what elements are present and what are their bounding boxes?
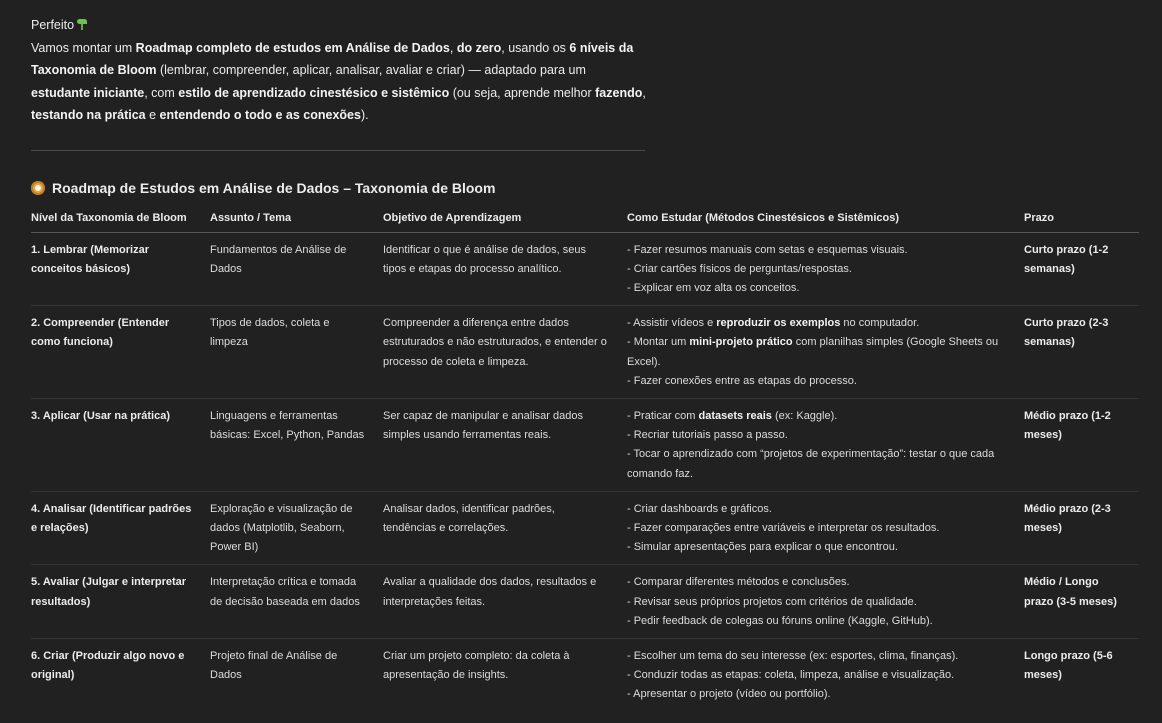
intro-bold: entendendo o todo e as conexões [159, 108, 361, 122]
intro-text: , com [144, 85, 179, 100]
intro-text: Vamos montar um [31, 40, 136, 55]
section-title-text: Roadmap de Estudos em Análise de Dados – Taxonomia de Bloom [52, 179, 496, 196]
cell-how [627, 232, 1024, 306]
cell-topic: Tipos de dados, coleta e limpeza [210, 306, 383, 399]
compass-icon [31, 181, 45, 195]
intro-bold: 6 níveis da Taxonomia de Bloom [31, 40, 634, 77]
how-item: - Criar cartões físicos de perguntas/respostas. [627, 262, 852, 275]
divider [31, 150, 645, 151]
cell-how [627, 398, 1024, 491]
intro-bold: do zero [456, 40, 502, 55]
section-heading [31, 177, 1141, 199]
how-item: - Explicar em voz alta os conceitos. [627, 281, 800, 294]
intro-bold: estudante iniciante [31, 85, 145, 100]
intro-bold: testando na prática [31, 108, 146, 122]
how-item: - Tocar o aprendizado com “projetos de experimentação”: testar o que cada comando faz. [627, 448, 995, 480]
table-row [31, 398, 1139, 491]
intro-text: (ou seja, aprende melhor [449, 85, 596, 100]
cell-level: 2. Compreender (Entender como funciona) [31, 306, 210, 399]
table-row [31, 491, 1139, 565]
cell-level: 5. Avaliar (Julgar e interpretar resultados) [31, 565, 210, 639]
intro-body [31, 37, 646, 127]
cell-topic: Exploração e visualização de dados (Matplotlib, Seaborn, Power BI) [210, 491, 383, 565]
how-item: - Fazer conexões entre as etapas do processo. [627, 374, 857, 387]
how-item: - Montar um mini-projeto prático com planilhas simples (Google Sheets ou Excel). [627, 336, 999, 368]
cell-objective: Compreender a diferença entre dados estruturados e não estruturados, e entender o processo de coleta e limpeza. [383, 306, 627, 399]
how-item: - Comparar diferentes métodos e conclusões. [627, 576, 850, 589]
cell-how [627, 638, 1024, 711]
cell-deadline: Médio prazo (2-3 meses) [1024, 491, 1139, 565]
intro-bold: estilo de aprendizado cinestésico e sistêmico [178, 85, 450, 100]
how-item: - Revisar seus próprios projetos com critérios de qualidade. [627, 595, 917, 608]
header-topic: Assunto / Tema [210, 206, 383, 233]
how-item: - Criar dashboards e gráficos. [627, 502, 772, 515]
cell-topic: Interpretação crítica e tomada de decisão baseada em dados [210, 565, 383, 639]
intro-text: (lembrar, compreender, aplicar, analisar, avaliar e criar) — adaptado para um [156, 63, 586, 77]
cell-level: 1. Lembrar (Memorizar conceitos básicos) [31, 232, 210, 306]
header-how: Como Estudar (Métodos Cinestésicos e Sistêmicos) [627, 206, 1024, 233]
cell-topic: Fundamentos de Análise de Dados [210, 232, 383, 306]
cell-deadline: Curto prazo (2-3 semanas) [1024, 306, 1139, 399]
how-item: - Conduzir todas as etapas: coleta, limpeza, análise e visualização. [627, 669, 955, 682]
intro-text: e [145, 108, 160, 122]
intro-text: ). [360, 108, 369, 122]
cell-objective: Criar um projeto completo: da coleta à apresentação de insights. [383, 649, 570, 682]
cell-level: 6. Criar (Produzir algo novo e original) [31, 649, 185, 682]
cell-topic: Linguagens e ferramentas básicas: Excel, Python, Pandas [210, 398, 383, 491]
chat-message [31, 14, 1141, 712]
greeting-line [31, 14, 646, 37]
how-item: - Recriar tutoriais passo a passo. [627, 429, 788, 442]
cell-objective: Ser capaz de manipular e analisar dados simples usando ferramentas reais. [383, 398, 627, 491]
cell-how [627, 491, 1024, 565]
how-item: - Apresentar o projeto (vídeo ou portfólio). [627, 688, 831, 701]
how-item: - Fazer comparações entre variáveis e interpretar os resultados. [627, 521, 940, 534]
how-item: - Assistir vídeos e reproduzir os exemplos no computador. [627, 317, 920, 330]
header-deadline: Prazo [1024, 206, 1139, 233]
how-item: - Escolher um tema do seu interesse (ex: esportes, clima, finanças). [627, 649, 959, 662]
intro-text: , [642, 85, 646, 100]
table-row [31, 565, 1139, 639]
cell-objective: Avaliar a qualidade dos dados, resultados e interpretações feitas. [383, 565, 627, 639]
cell-deadline: Curto prazo (1-2 semanas) [1024, 232, 1139, 306]
cell-topic: Projeto final de Análise de Dados [210, 649, 338, 682]
header-objective: Objetivo de Aprendizagem [383, 206, 627, 233]
intro-bold: Roadmap completo de estudos em Análise de Dados [135, 40, 450, 55]
intro-bold: fazendo [595, 85, 643, 100]
intro-text: , usando os [501, 40, 570, 55]
seedling-icon [77, 18, 87, 30]
how-item: - Praticar com datasets reais (ex: Kaggle). [627, 409, 838, 422]
greeting-text: Perfeito [31, 18, 75, 32]
how-item: - Fazer resumos manuais com setas e esquemas visuais. [627, 243, 908, 256]
cell-deadline: Médio / Longo prazo (3-5 meses) [1024, 565, 1139, 639]
cell-objective: Analisar dados, identificar padrões, tendências e correlações. [383, 491, 627, 565]
table-header-row [31, 206, 1139, 233]
how-item: - Pedir feedback de colegas ou fóruns online (Kaggle, GitHub). [627, 614, 933, 627]
cell-level: 3. Aplicar (Usar na prática) [31, 398, 210, 491]
intro-paragraph [31, 14, 646, 127]
table-row [31, 306, 1139, 399]
table-row [31, 232, 1139, 306]
cell-deadline: Longo prazo (5-6 meses) [1024, 649, 1113, 682]
cell-objective: Identificar o que é análise de dados, seus tipos e etapas do processo analítico. [383, 232, 627, 306]
cell-deadline: Médio prazo (1-2 meses) [1024, 398, 1139, 491]
intro-text: , [449, 40, 457, 55]
header-level: Nível da Taxonomia de Bloom [31, 206, 210, 233]
table-row [31, 638, 1139, 711]
cell-how [627, 306, 1024, 399]
cell-how [627, 565, 1024, 639]
cell-level: 4. Analisar (Identificar padrões e relações) [31, 491, 210, 565]
table-body [31, 232, 1139, 712]
how-item: - Simular apresentações para explicar o que encontrou. [627, 541, 898, 554]
roadmap-table [31, 206, 1139, 712]
